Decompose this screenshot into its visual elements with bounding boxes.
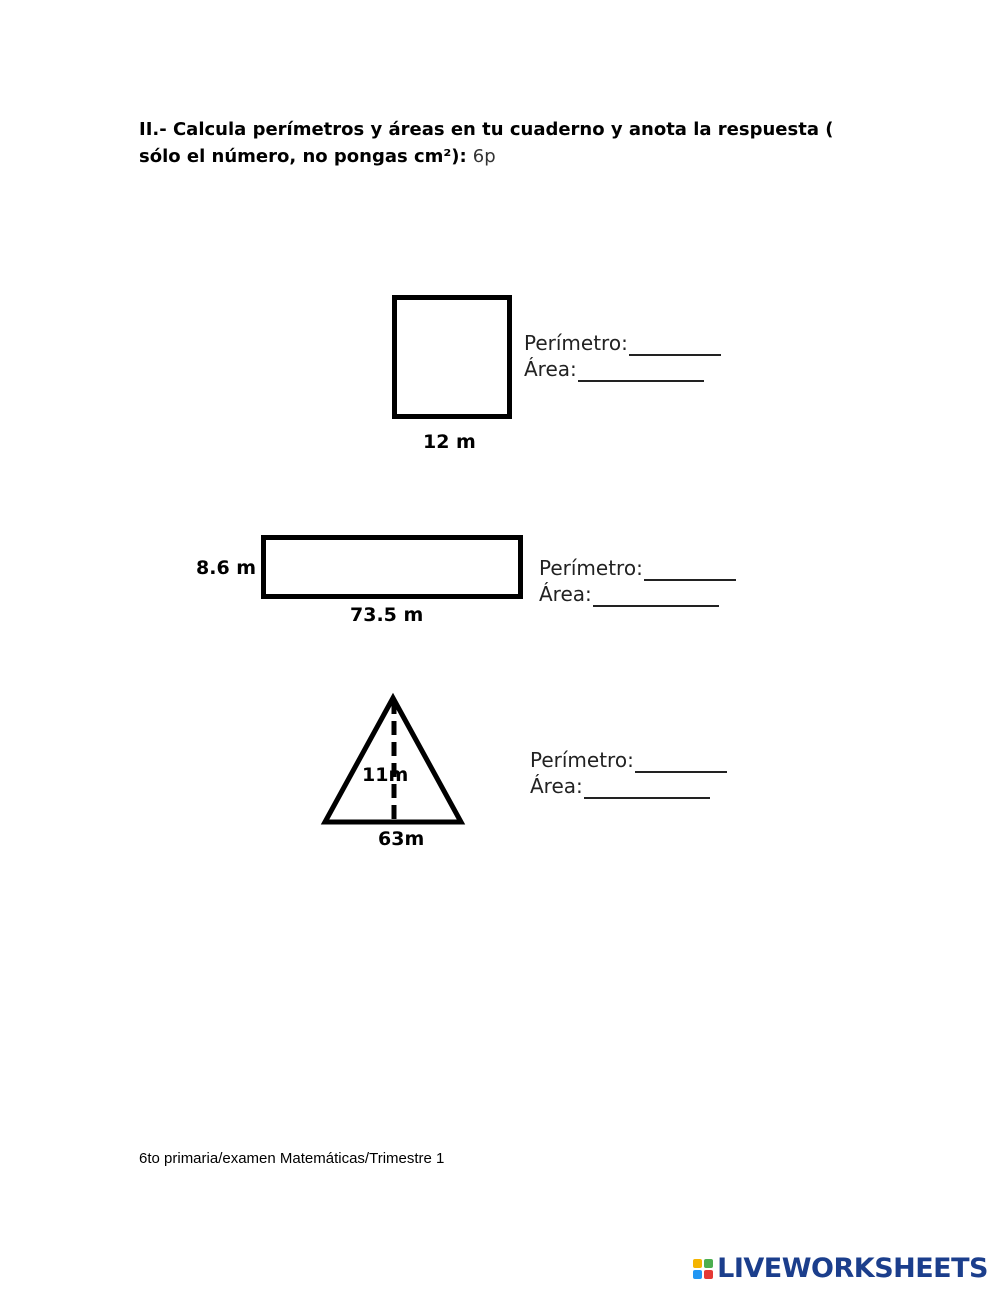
square-perimeter-row (524, 330, 721, 356)
rectangle-answers (539, 555, 736, 607)
rectangle-area-blank[interactable] (593, 587, 719, 607)
rectangle-height-label: 8.6 m (196, 557, 257, 579)
triangle-perimeter-blank[interactable] (635, 753, 727, 773)
triangle-outline (325, 698, 461, 822)
triangle-area-row (530, 773, 727, 799)
footer-text: 6to primaria/examen Matemáticas/Trimestre 1 (139, 1150, 445, 1167)
liveworksheets-logo-icon (693, 1259, 713, 1279)
square-area-blank[interactable] (578, 362, 704, 382)
logo-square-2 (704, 1259, 713, 1268)
liveworksheets-brand[interactable] (693, 1253, 988, 1284)
triangle-base-label: 63m (378, 828, 425, 850)
rectangle-figure (261, 535, 523, 599)
rectangle-area-row (539, 581, 736, 607)
triangle-area-label: Área: (530, 774, 583, 798)
instruction-points: 6p (472, 146, 496, 167)
square-perimeter-blank[interactable] (629, 336, 721, 356)
square-figure (392, 295, 512, 419)
square-answers (524, 330, 721, 382)
logo-square-4 (704, 1270, 713, 1279)
square-area-row (524, 356, 721, 382)
triangle-figure (318, 692, 468, 827)
rectangle-area-label: Área: (539, 582, 592, 606)
logo-square-1 (693, 1259, 702, 1268)
instruction-text (139, 116, 879, 170)
triangle-perimeter-label: Perímetro: (530, 748, 634, 772)
square-area-label: Área: (524, 357, 577, 381)
square-side-label: 12 m (423, 431, 476, 453)
triangle-perimeter-row (530, 747, 727, 773)
instruction-bold: II.- Calcula perímetros y áreas en tu cuaderno y anota la respuesta ( sólo el número, no pongas cm²): (139, 119, 834, 167)
triangle-height-label: 11m (362, 764, 409, 786)
liveworksheets-wordmark: LIVEWORKSHEETS (717, 1253, 988, 1284)
logo-square-3 (693, 1270, 702, 1279)
square-perimeter-label: Perímetro: (524, 331, 628, 355)
rectangle-perimeter-blank[interactable] (644, 561, 736, 581)
rectangle-perimeter-row (539, 555, 736, 581)
rectangle-perimeter-label: Perímetro: (539, 556, 643, 580)
triangle-answers (530, 747, 727, 799)
triangle-area-blank[interactable] (584, 779, 710, 799)
rectangle-width-label: 73.5 m (350, 604, 424, 626)
